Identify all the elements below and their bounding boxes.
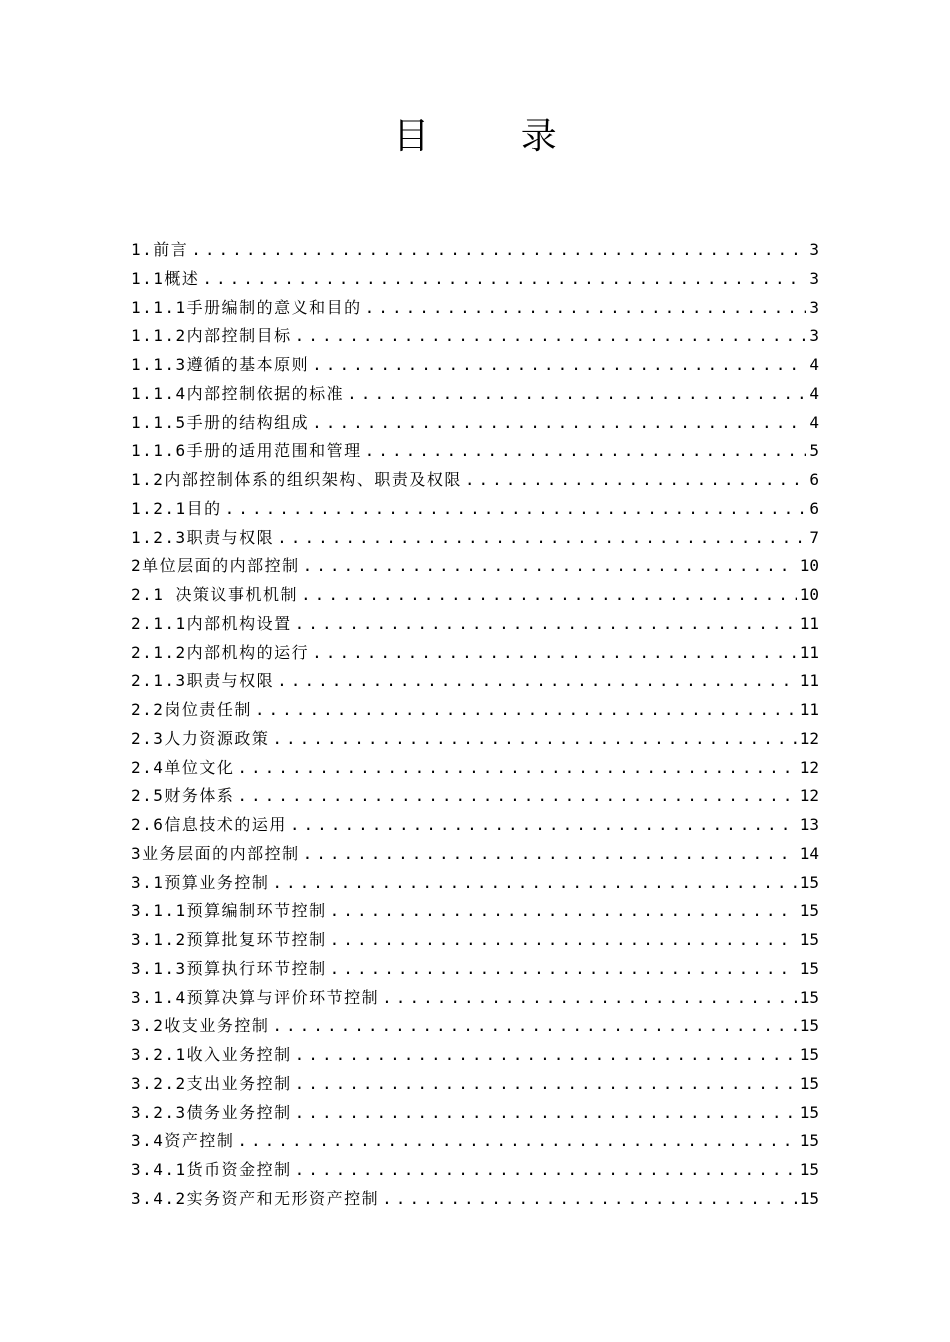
toc-entry[interactable] <box>131 294 819 323</box>
toc-entry-page-number: 15 <box>799 1016 819 1036</box>
toc-entry-page-number: 6 <box>809 470 819 489</box>
toc-entry-label: 2.6信息技术的运用 <box>131 815 287 834</box>
toc-entry-label: 3.4.1货币资金控制 <box>131 1160 292 1179</box>
toc-leader-dots <box>295 322 807 351</box>
toc-entry-label: 3.4.2实务资产和无形资产控制 <box>131 1188 380 1208</box>
toc-leader-dots <box>303 840 797 869</box>
toc-leader-dots <box>237 782 796 811</box>
toc-entry-label: 1.1.2内部控制目标 <box>131 326 292 346</box>
toc-entry-label: 3.4资产控制 <box>131 1131 235 1151</box>
toc-leader-dots <box>465 466 806 495</box>
toc-entry[interactable] <box>131 1070 819 1099</box>
toc-entry-page-number: 11 <box>799 642 819 662</box>
toc-entry[interactable] <box>131 236 819 265</box>
toc-entry-label: 1.1概述 <box>131 268 200 288</box>
toc-entry[interactable] <box>131 869 819 898</box>
toc-entry[interactable] <box>131 1185 819 1214</box>
toc-leader-dots <box>347 380 806 409</box>
toc-entry[interactable] <box>131 754 819 783</box>
toc-entry[interactable] <box>131 1041 819 1070</box>
toc-leader-dots <box>295 1099 797 1128</box>
toc-entry-page-number: 15 <box>799 1073 819 1093</box>
toc-leader-dots <box>295 1041 797 1070</box>
toc-entry[interactable] <box>131 466 819 495</box>
toc-entry-label: 2.1 决策议事机机制 <box>131 585 299 604</box>
toc-entry-label: 1.1.3遵循的基本原则 <box>131 355 310 374</box>
toc-entry-label: 3.2收支业务控制 <box>131 1016 270 1036</box>
table-of-contents <box>131 236 819 1214</box>
toc-entry-label: 1.前言 <box>131 240 189 259</box>
toc-leader-dots <box>303 552 797 581</box>
toc-entry[interactable] <box>131 380 819 409</box>
toc-entry-label: 3.1.1预算编制环节控制 <box>131 901 327 921</box>
toc-entry-page-number: 4 <box>809 355 819 374</box>
toc-leader-dots <box>225 495 807 524</box>
toc-entry[interactable] <box>131 667 819 696</box>
toc-entry-page-number: 14 <box>799 843 819 863</box>
toc-leader-dots <box>191 236 806 265</box>
toc-entry-page-number: 15 <box>799 1131 819 1151</box>
toc-leader-dots <box>202 265 806 294</box>
toc-entry-label: 3.2.2支出业务控制 <box>131 1073 292 1093</box>
toc-entry[interactable] <box>131 1012 819 1041</box>
toc-leader-dots <box>295 1070 797 1099</box>
toc-leader-dots <box>272 725 796 754</box>
toc-entry-label: 2.1.3职责与权限 <box>131 671 275 691</box>
toc-leader-dots <box>312 639 797 668</box>
toc-entry[interactable] <box>131 265 819 294</box>
toc-entry[interactable] <box>131 610 819 639</box>
toc-entry[interactable] <box>131 495 819 524</box>
toc-entry-page-number: 15 <box>799 1188 819 1208</box>
toc-entry-page-number: 3 <box>809 326 819 346</box>
toc-leader-dots <box>312 351 806 380</box>
toc-entry-page-number: 7 <box>809 527 819 547</box>
toc-leader-dots <box>330 897 797 926</box>
toc-entry[interactable] <box>131 322 819 351</box>
toc-leader-dots <box>382 1185 797 1214</box>
toc-entry[interactable] <box>131 1127 819 1156</box>
toc-leader-dots <box>237 1127 796 1156</box>
toc-entry-label: 3.1.3预算执行环节控制 <box>131 958 327 978</box>
toc-entry-label: 2.5财务体系 <box>131 786 235 806</box>
toc-entry[interactable] <box>131 955 819 984</box>
toc-entry[interactable] <box>131 409 819 438</box>
toc-leader-dots <box>290 811 797 840</box>
toc-leader-dots <box>312 409 806 438</box>
toc-leader-dots <box>365 294 807 323</box>
toc-leader-dots <box>382 984 797 1013</box>
toc-entry-label: 3业务层面的内部控制 <box>131 843 300 863</box>
toc-entry[interactable] <box>131 725 819 754</box>
toc-entry-label: 2单位层面的内部控制 <box>131 556 300 576</box>
toc-entry-label: 3.1.4预算决算与评价环节控制 <box>131 987 380 1007</box>
toc-entry[interactable] <box>131 840 819 869</box>
toc-leader-dots <box>237 754 796 783</box>
toc-entry-label: 1.1.5手册的结构组成 <box>131 412 310 432</box>
toc-entry-page-number: 15 <box>799 901 819 921</box>
toc-entry-page-number: 15 <box>799 1045 819 1064</box>
toc-entry-page-number: 15 <box>799 1102 819 1122</box>
toc-leader-dots <box>277 667 797 696</box>
toc-entry-page-number: 5 <box>809 441 819 461</box>
toc-entry-label: 2.2岗位责任制 <box>131 700 252 719</box>
toc-leader-dots <box>365 437 807 466</box>
toc-entry-label: 3.1预算业务控制 <box>131 872 270 892</box>
toc-entry[interactable] <box>131 926 819 955</box>
toc-leader-dots <box>330 955 797 984</box>
toc-entry-page-number: 15 <box>799 872 819 892</box>
toc-entry-page-number: 4 <box>809 412 819 432</box>
toc-entry-page-number: 3 <box>809 268 819 288</box>
toc-entry[interactable] <box>131 1099 819 1128</box>
toc-entry-page-number: 12 <box>799 786 819 806</box>
toc-entry-label: 3.2.1收入业务控制 <box>131 1045 292 1064</box>
toc-entry-page-number: 10 <box>799 585 819 604</box>
toc-entry-label: 1.2内部控制体系的组织架构、职责及权限 <box>131 470 462 489</box>
toc-entry-page-number: 11 <box>799 700 819 719</box>
toc-entry-label: 1.1.4内部控制依据的标准 <box>131 383 345 403</box>
toc-entry[interactable] <box>131 639 819 668</box>
toc-entry[interactable] <box>131 581 819 610</box>
toc-leader-dots <box>330 926 797 955</box>
toc-leader-dots <box>272 1012 796 1041</box>
toc-leader-dots <box>295 610 797 639</box>
toc-entry-page-number: 10 <box>799 556 819 576</box>
toc-entry[interactable] <box>131 437 819 466</box>
toc-entry-page-number: 12 <box>799 757 819 777</box>
toc-entry[interactable] <box>131 524 819 553</box>
toc-entry-page-number: 13 <box>799 815 819 834</box>
toc-entry-label: 2.1.1内部机构设置 <box>131 613 292 633</box>
toc-entry-label: 2.4单位文化 <box>131 757 235 777</box>
toc-entry[interactable] <box>131 984 819 1013</box>
toc-entry-page-number: 15 <box>799 1160 819 1179</box>
toc-entry-label: 3.2.3债务业务控制 <box>131 1102 292 1122</box>
toc-entry-label: 1.2.3职责与权限 <box>131 527 275 547</box>
toc-entry-label: 1.1.1手册编制的意义和目的 <box>131 297 362 317</box>
toc-entry-page-number: 12 <box>799 728 819 748</box>
page-title: 目 录 <box>393 116 597 157</box>
toc-leader-dots <box>272 869 796 898</box>
toc-entry-label: 1.1.6手册的适用范围和管理 <box>131 441 362 461</box>
toc-entry-page-number: 15 <box>799 958 819 978</box>
toc-entry-page-number: 3 <box>809 240 819 259</box>
toc-entry-label: 2.1.2内部机构的运行 <box>131 642 310 662</box>
toc-entry[interactable] <box>131 696 819 725</box>
toc-entry-page-number: 6 <box>809 498 819 518</box>
toc-entry-label: 3.1.2预算批复环节控制 <box>131 930 327 949</box>
toc-entry-page-number: 11 <box>799 613 819 633</box>
toc-entry-label: 2.3人力资源政策 <box>131 728 270 748</box>
toc-leader-dots <box>255 696 797 725</box>
toc-entry[interactable] <box>131 552 819 581</box>
toc-leader-dots <box>301 581 797 610</box>
toc-entry-page-number: 4 <box>809 383 819 403</box>
toc-entry[interactable] <box>131 1156 819 1185</box>
toc-entry-label: 1.2.1目的 <box>131 498 222 518</box>
toc-entry[interactable] <box>131 782 819 811</box>
toc-entry-page-number: 15 <box>799 987 819 1007</box>
toc-entry-page-number: 15 <box>799 930 819 949</box>
toc-entry[interactable] <box>131 811 819 840</box>
toc-entry-page-number: 3 <box>809 297 819 317</box>
toc-leader-dots <box>277 524 806 553</box>
toc-leader-dots <box>295 1156 797 1185</box>
toc-entry[interactable] <box>131 351 819 380</box>
toc-entry-page-number: 11 <box>799 671 819 691</box>
toc-entry[interactable] <box>131 897 819 926</box>
